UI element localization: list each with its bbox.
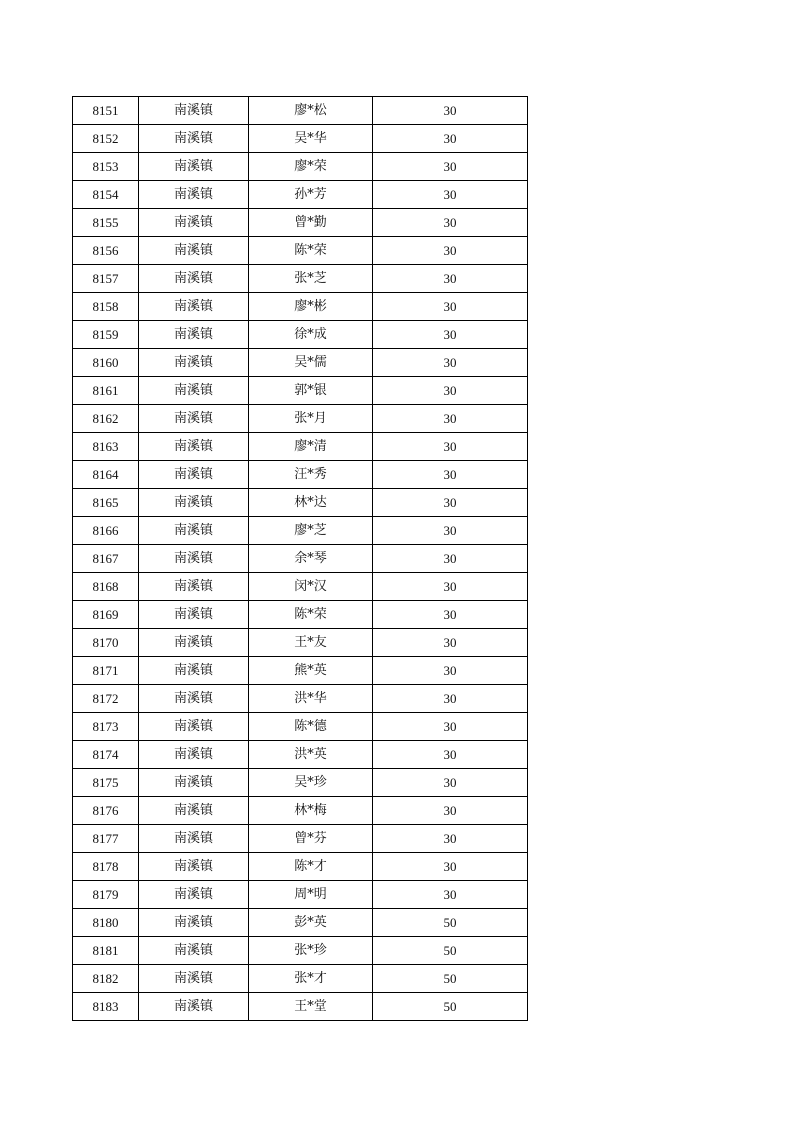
amount-cell: 30 [373,881,528,909]
name-cell: 洪*英 [249,741,373,769]
table-row [73,545,528,573]
roster-table-body [73,97,528,1021]
row-number-cell: 8175 [73,769,139,797]
name-cell: 张*月 [249,405,373,433]
table-row [73,433,528,461]
row-number-cell: 8159 [73,321,139,349]
name-cell: 曾*勤 [249,209,373,237]
table-row [73,349,528,377]
row-number-cell: 8178 [73,853,139,881]
town-cell: 南溪镇 [139,293,249,321]
name-cell: 吴*儒 [249,349,373,377]
name-cell: 吴*珍 [249,769,373,797]
town-cell: 南溪镇 [139,489,249,517]
town-cell: 南溪镇 [139,153,249,181]
row-number-cell: 8154 [73,181,139,209]
name-cell: 廖*清 [249,433,373,461]
row-number-cell: 8173 [73,713,139,741]
town-cell: 南溪镇 [139,601,249,629]
name-cell: 廖*荣 [249,153,373,181]
table-row [73,685,528,713]
town-cell: 南溪镇 [139,349,249,377]
amount-cell: 30 [373,489,528,517]
table-row [73,909,528,937]
row-number-cell: 8176 [73,797,139,825]
amount-cell: 30 [373,321,528,349]
town-cell: 南溪镇 [139,321,249,349]
town-cell: 南溪镇 [139,545,249,573]
name-cell: 徐*成 [249,321,373,349]
name-cell: 陈*荣 [249,601,373,629]
name-cell: 张*珍 [249,937,373,965]
town-cell: 南溪镇 [139,517,249,545]
row-number-cell: 8157 [73,265,139,293]
name-cell: 洪*华 [249,685,373,713]
amount-cell: 30 [373,629,528,657]
table-row [73,573,528,601]
amount-cell: 30 [373,601,528,629]
name-cell: 陈*荣 [249,237,373,265]
row-number-cell: 8171 [73,657,139,685]
amount-cell: 30 [373,181,528,209]
table-row [73,405,528,433]
town-cell: 南溪镇 [139,965,249,993]
amount-cell: 30 [373,545,528,573]
table-row [73,601,528,629]
row-number-cell: 8164 [73,461,139,489]
name-cell: 陈*德 [249,713,373,741]
row-number-cell: 8179 [73,881,139,909]
amount-cell: 50 [373,909,528,937]
town-cell: 南溪镇 [139,629,249,657]
table-row [73,517,528,545]
name-cell: 吴*华 [249,125,373,153]
name-cell: 林*达 [249,489,373,517]
row-number-cell: 8163 [73,433,139,461]
town-cell: 南溪镇 [139,713,249,741]
name-cell: 廖*松 [249,97,373,125]
row-number-cell: 8158 [73,293,139,321]
town-cell: 南溪镇 [139,741,249,769]
table-row [73,181,528,209]
table-row [73,993,528,1021]
row-number-cell: 8170 [73,629,139,657]
row-number-cell: 8153 [73,153,139,181]
table-row [73,125,528,153]
town-cell: 南溪镇 [139,685,249,713]
table-row [73,797,528,825]
name-cell: 郭*银 [249,377,373,405]
row-number-cell: 8180 [73,909,139,937]
town-cell: 南溪镇 [139,881,249,909]
name-cell: 余*琴 [249,545,373,573]
amount-cell: 50 [373,965,528,993]
town-cell: 南溪镇 [139,433,249,461]
amount-cell: 30 [373,853,528,881]
town-cell: 南溪镇 [139,853,249,881]
table-row [73,853,528,881]
amount-cell: 50 [373,993,528,1021]
amount-cell: 30 [373,349,528,377]
town-cell: 南溪镇 [139,937,249,965]
name-cell: 陈*才 [249,853,373,881]
row-number-cell: 8156 [73,237,139,265]
name-cell: 周*明 [249,881,373,909]
row-number-cell: 8160 [73,349,139,377]
amount-cell: 30 [373,573,528,601]
table-row [73,657,528,685]
name-cell: 林*梅 [249,797,373,825]
amount-cell: 30 [373,713,528,741]
row-number-cell: 8177 [73,825,139,853]
table-row [73,97,528,125]
table-row [73,881,528,909]
amount-cell: 30 [373,685,528,713]
town-cell: 南溪镇 [139,97,249,125]
table-row [73,741,528,769]
town-cell: 南溪镇 [139,573,249,601]
row-number-cell: 8161 [73,377,139,405]
row-number-cell: 8168 [73,573,139,601]
row-number-cell: 8174 [73,741,139,769]
name-cell: 彭*英 [249,909,373,937]
row-number-cell: 8152 [73,125,139,153]
row-number-cell: 8165 [73,489,139,517]
row-number-cell: 8169 [73,601,139,629]
table-row [73,265,528,293]
name-cell: 张*才 [249,965,373,993]
amount-cell: 30 [373,797,528,825]
table-row [73,461,528,489]
table-row [73,293,528,321]
table-row [73,321,528,349]
town-cell: 南溪镇 [139,125,249,153]
row-number-cell: 8151 [73,97,139,125]
amount-cell: 30 [373,125,528,153]
amount-cell: 30 [373,265,528,293]
amount-cell: 30 [373,461,528,489]
amount-cell: 30 [373,293,528,321]
table-row [73,629,528,657]
table-row [73,713,528,741]
row-number-cell: 8162 [73,405,139,433]
amount-cell: 30 [373,517,528,545]
town-cell: 南溪镇 [139,769,249,797]
town-cell: 南溪镇 [139,377,249,405]
table-row [73,237,528,265]
name-cell: 王*友 [249,629,373,657]
amount-cell: 30 [373,153,528,181]
table-row [73,377,528,405]
amount-cell: 30 [373,433,528,461]
amount-cell: 30 [373,657,528,685]
town-cell: 南溪镇 [139,825,249,853]
amount-cell: 30 [373,97,528,125]
table-row [73,489,528,517]
table-row [73,965,528,993]
name-cell: 熊*英 [249,657,373,685]
amount-cell: 30 [373,405,528,433]
table-row [73,153,528,181]
amount-cell: 30 [373,769,528,797]
name-cell: 王*堂 [249,993,373,1021]
table-row [73,769,528,797]
roster-table [72,96,528,1021]
town-cell: 南溪镇 [139,209,249,237]
amount-cell: 30 [373,741,528,769]
row-number-cell: 8166 [73,517,139,545]
table-row [73,937,528,965]
town-cell: 南溪镇 [139,657,249,685]
table-row [73,209,528,237]
row-number-cell: 8181 [73,937,139,965]
amount-cell: 30 [373,377,528,405]
name-cell: 廖*彬 [249,293,373,321]
town-cell: 南溪镇 [139,265,249,293]
town-cell: 南溪镇 [139,181,249,209]
name-cell: 曾*芬 [249,825,373,853]
name-cell: 汪*秀 [249,461,373,489]
name-cell: 孙*芳 [249,181,373,209]
town-cell: 南溪镇 [139,909,249,937]
table-row [73,825,528,853]
amount-cell: 30 [373,237,528,265]
amount-cell: 30 [373,825,528,853]
town-cell: 南溪镇 [139,461,249,489]
row-number-cell: 8167 [73,545,139,573]
name-cell: 闵*汉 [249,573,373,601]
name-cell: 张*芝 [249,265,373,293]
town-cell: 南溪镇 [139,405,249,433]
name-cell: 廖*芝 [249,517,373,545]
row-number-cell: 8182 [73,965,139,993]
amount-cell: 50 [373,937,528,965]
row-number-cell: 8155 [73,209,139,237]
row-number-cell: 8183 [73,993,139,1021]
town-cell: 南溪镇 [139,797,249,825]
town-cell: 南溪镇 [139,993,249,1021]
amount-cell: 30 [373,209,528,237]
town-cell: 南溪镇 [139,237,249,265]
row-number-cell: 8172 [73,685,139,713]
